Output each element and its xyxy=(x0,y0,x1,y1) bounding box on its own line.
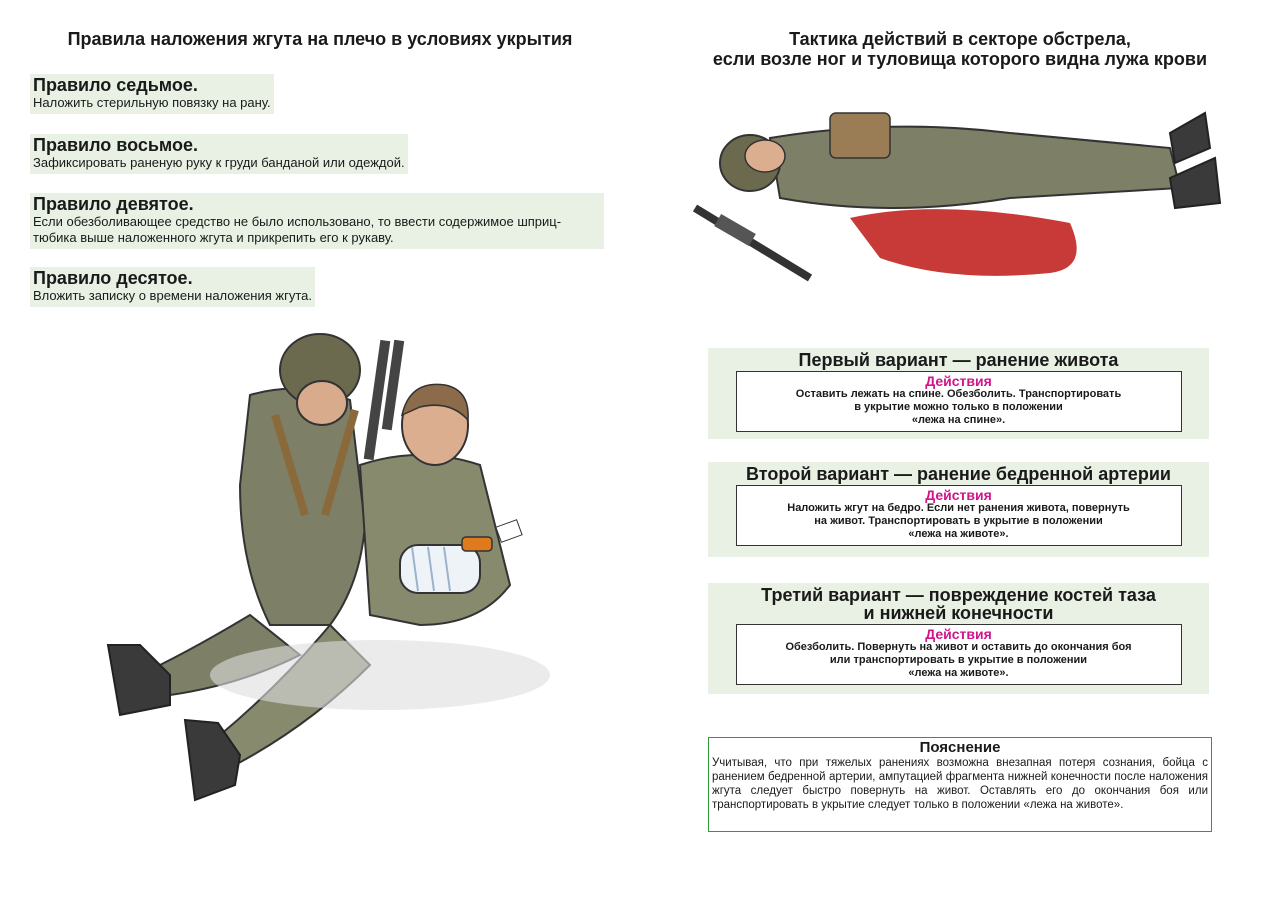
rule-heading: Правило седьмое. xyxy=(33,75,198,95)
rule-ten xyxy=(30,267,315,307)
rule-text: Наложить стерильную повязку на рану. xyxy=(33,95,271,110)
actions-text: Наложить жгут на бедро. Если нет ранения живота, повернуть на живот. Транспортировать в укрытие в положении «лежа на животе». xyxy=(787,502,1130,540)
actions-label: Действия xyxy=(925,626,992,642)
variant-2-actions-box xyxy=(736,485,1182,546)
right-title-line1: Тактика действий в секторе обстрела, xyxy=(789,29,1131,49)
right-title-line2: если возле ног и туловища которого видна лужа крови xyxy=(712,49,1208,69)
variant-3-panel xyxy=(708,583,1209,694)
rule-text: Зафиксировать раненую руку к груди банданой или одеждой. xyxy=(33,155,405,170)
rule-seven xyxy=(30,74,274,114)
variant-2-heading: Второй вариант — ранение бедренной артерии xyxy=(746,464,1171,484)
explanation-note xyxy=(708,737,1212,832)
variant-3-actions-box xyxy=(736,624,1182,685)
rule-nine xyxy=(30,193,604,249)
rule-eight xyxy=(30,134,408,174)
actions-label: Действия xyxy=(925,487,992,503)
left-page-title: Правила наложения жгута на плечо в условиях укрытия xyxy=(67,29,573,49)
rule-heading: Правило девятое. xyxy=(33,194,194,214)
variant-2-panel xyxy=(708,462,1209,557)
note-text: Учитывая, что при тяжелых ранениях возможна внезапная потеря сознания, бойца с ранением бедренной артерии, ампутацией фрагмента нижней конечности после наложения жгута следует быстро повернуть на живот. Оставлять его до окончания боя или транспортировать в укрытие следует только в положении «лежа на животе». xyxy=(712,757,1208,811)
rule-heading: Правило десятое. xyxy=(33,268,193,288)
variant-1-actions-box xyxy=(736,371,1182,432)
note-heading: Пояснение xyxy=(919,739,1001,756)
soldiers-tourniquet-illustration xyxy=(100,325,550,810)
lying-soldier-illustration xyxy=(690,108,1230,308)
variant-3-heading-line2: и нижней конечности xyxy=(863,603,1054,623)
variant-1-heading: Первый вариант — ранение живота xyxy=(798,350,1119,370)
variant-1-panel xyxy=(708,348,1209,439)
rule-text: Если обезболивающее средство не было использовано, то ввести содержимое шприц-тюбика выше наложенного жгута и прикрепить его к рукаву. xyxy=(33,214,562,245)
rule-heading: Правило восьмое. xyxy=(33,135,199,155)
right-page-title xyxy=(640,29,1280,69)
actions-label: Действия xyxy=(925,373,992,389)
rule-text: Вложить записку о времени наложения жгута. xyxy=(33,288,312,303)
variant-3-heading-line1: Третий вариант — повреждение костей таза xyxy=(761,585,1156,605)
actions-text: Оставить лежать на спине. Обезболить. Транспортировать в укрытие можно только в положении «лежа на спине». xyxy=(795,388,1122,426)
actions-text: Обезболить. Повернуть на живот и оставить до окончания боя или транспортировать в укрытие в положении «лежа на животе». xyxy=(785,641,1132,679)
